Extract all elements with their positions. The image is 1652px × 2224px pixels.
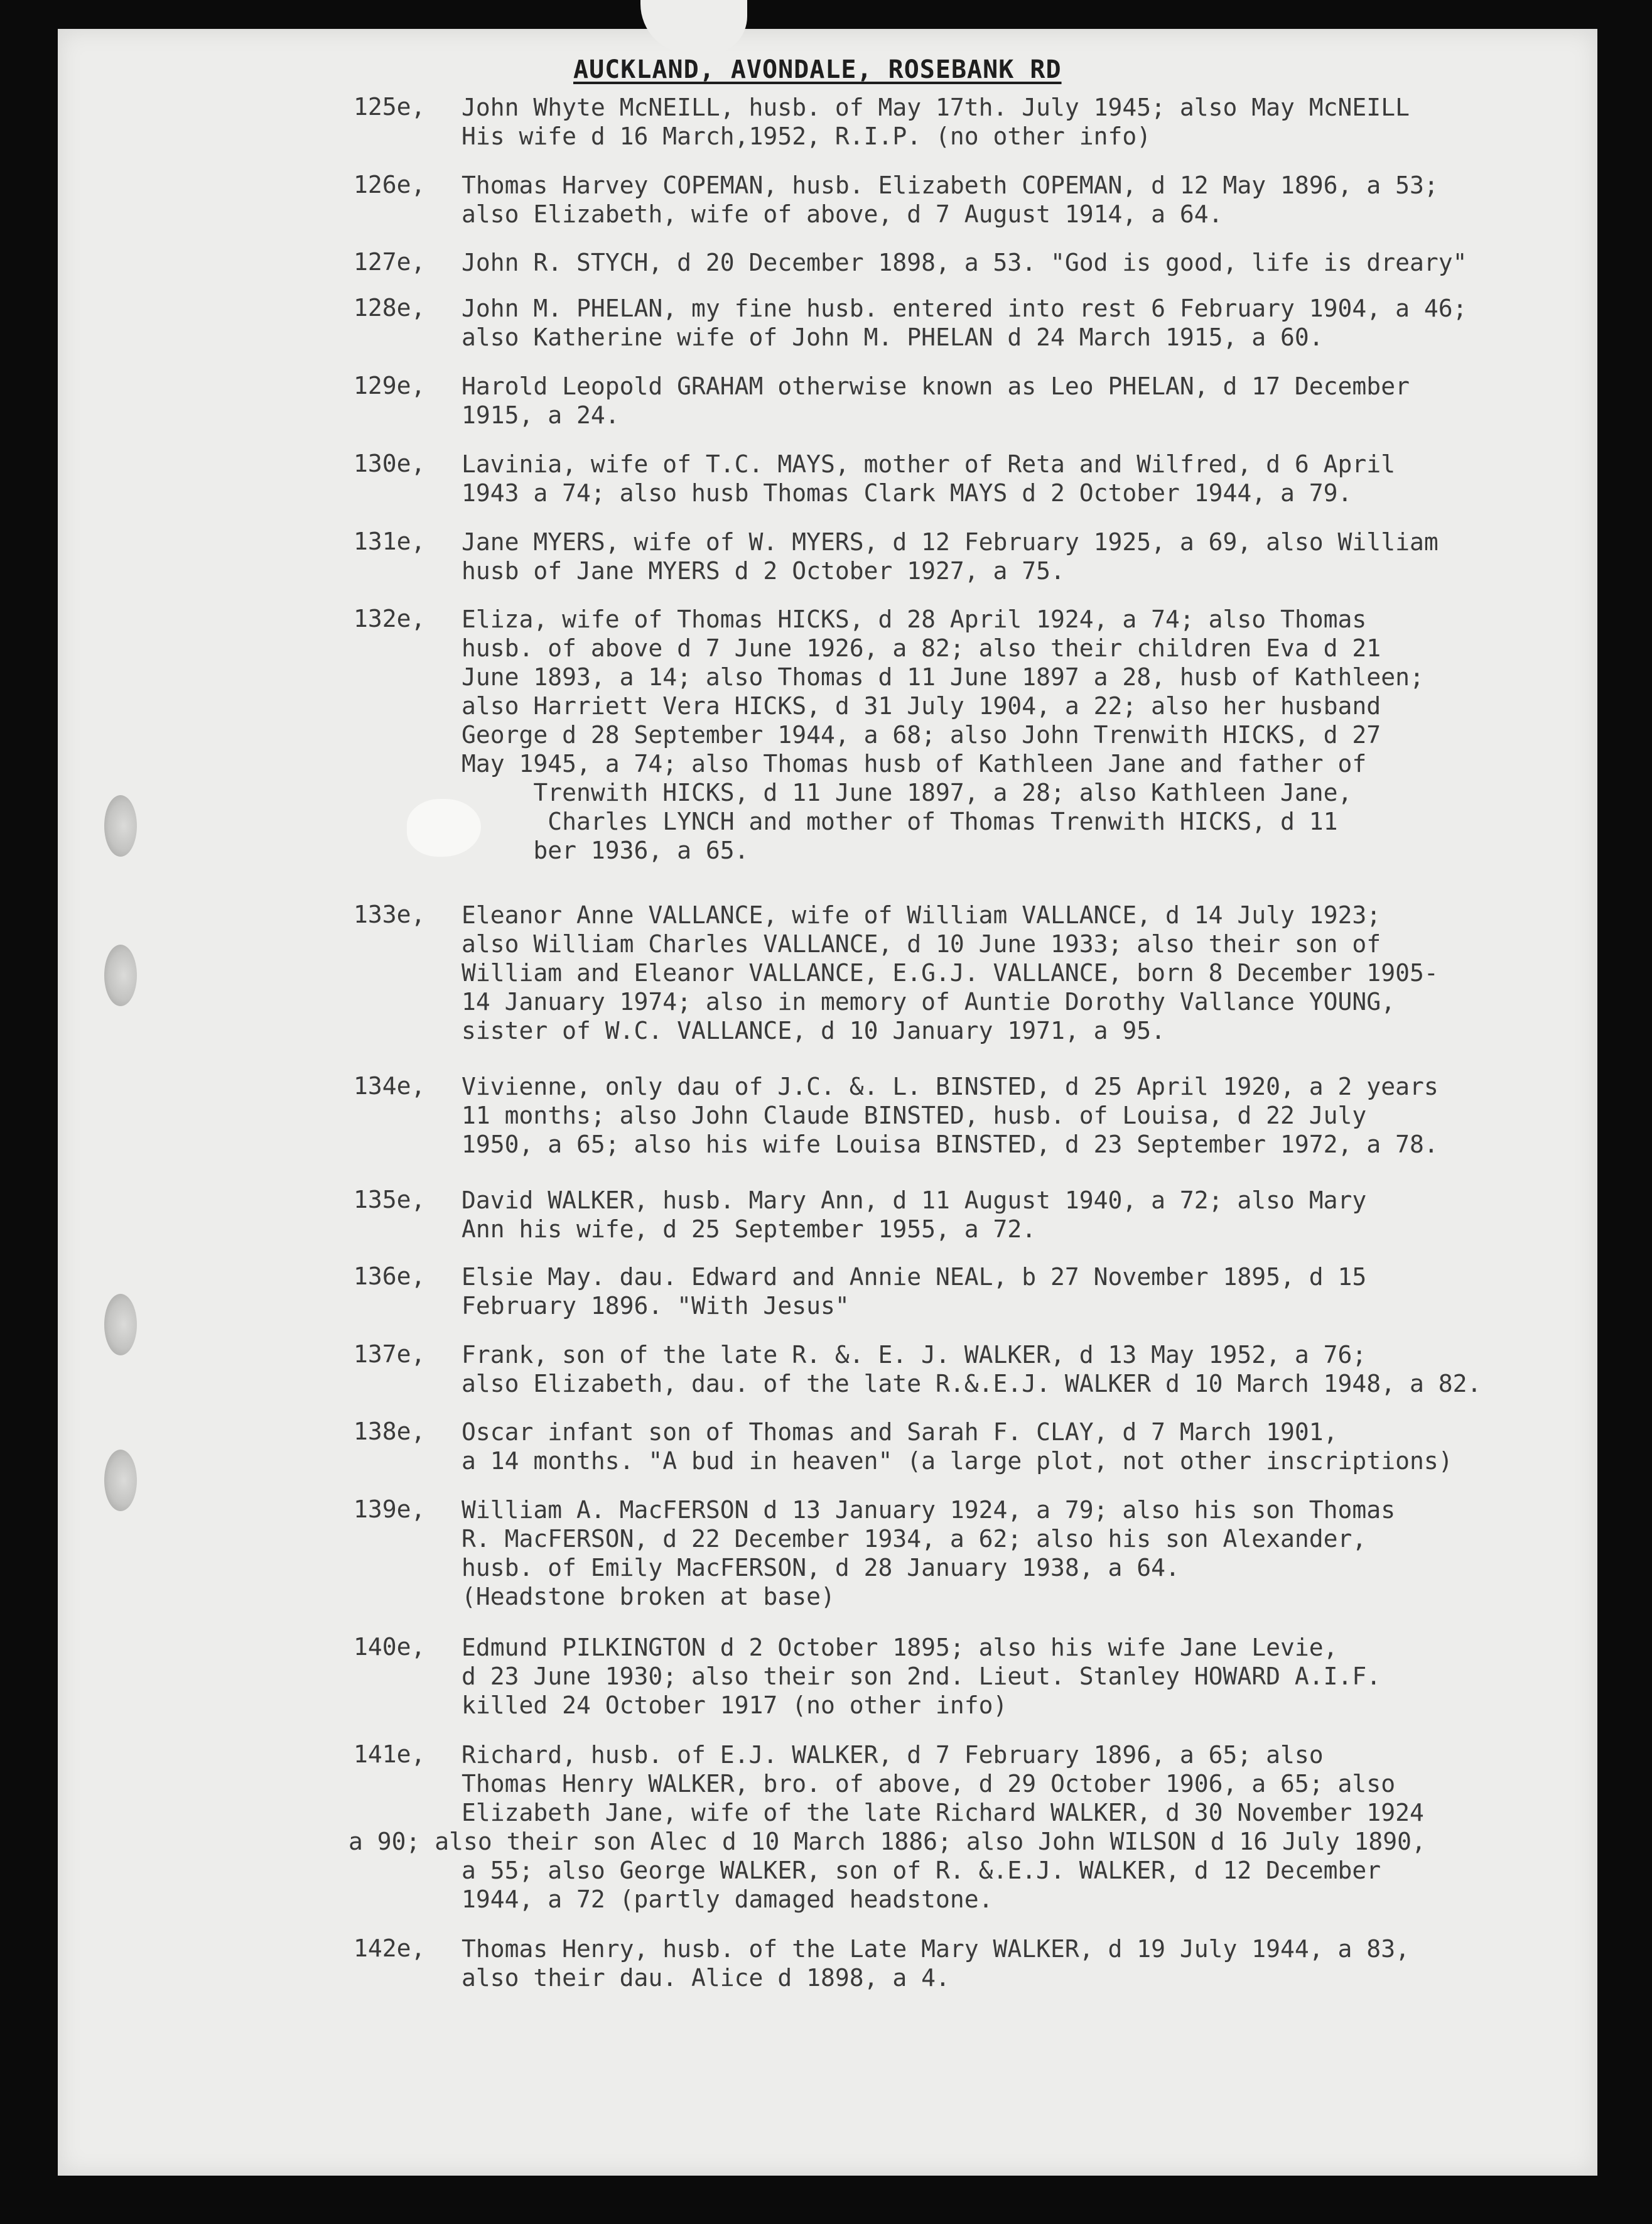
entry-text-line: Jane MYERS, wife of W. MYERS, d 12 February 1925, a 69, also William	[462, 528, 1439, 556]
entry-number: 137e,	[354, 1340, 426, 1368]
entry-text-line: also Elizabeth, dau. of the late R.&.E.J. WALKER d 10 March 1948, a 82.	[462, 1370, 1482, 1397]
entry-number: 128e,	[354, 294, 426, 322]
entry-text-line: Oscar infant son of Thomas and Sarah F. CLAY, d 7 March 1901,	[462, 1418, 1338, 1446]
entry-text-line: a 55; also George WALKER, son of R. &.E.J. WALKER, d 12 December	[462, 1857, 1381, 1884]
entry-number: 135e,	[354, 1186, 426, 1213]
entry-text-line: Edmund PILKINGTON d 2 October 1895; also his wife Jane Levie,	[462, 1634, 1338, 1661]
entry-text-line: 14 January 1974; also in memory of Auntie Dorothy Vallance YOUNG,	[462, 988, 1396, 1016]
entry-text-line: R. MacFERSON, d 22 December 1934, a 62; also his son Alexander,	[462, 1525, 1367, 1553]
entry-text-line: Harold Leopold GRAHAM otherwise known as Leo PHELAN, d 17 December	[462, 372, 1410, 400]
entry-text-line: Eliza, wife of Thomas HICKS, d 28 April 1924, a 74; also Thomas	[462, 605, 1367, 633]
entry-text-line: Richard, husb. of E.J. WALKER, d 7 February 1896, a 65; also	[462, 1741, 1324, 1769]
entry-number: 132e,	[354, 605, 426, 632]
entry-text-line: Ann his wife, d 25 September 1955, a 72.	[462, 1215, 1037, 1243]
page-title: AUCKLAND, AVONDALE, ROSEBANK RD	[573, 55, 1062, 84]
entry-text-line: John Whyte McNEILL, husb. of May 17th. July 1945; also May McNEILL	[462, 94, 1410, 121]
entry-number: 125e,	[354, 93, 426, 121]
entry-number: 142e,	[354, 1934, 426, 1962]
entry-text-line: also William Charles VALLANCE, d 10 June 1933; also their son of	[462, 930, 1381, 958]
entry-text-line: John R. STYCH, d 20 December 1898, a 53. "God is good, life is dreary"	[462, 249, 1467, 276]
entry-number: 126e,	[354, 171, 426, 198]
entry-text-line: May 1945, a 74; also Thomas husb of Kathleen Jane and father of	[462, 750, 1367, 778]
entry-text-line: February 1896. "With Jesus"	[462, 1292, 850, 1320]
entry-text-line: also Katherine wife of John M. PHELAN d 24 March 1915, a 60.	[462, 323, 1324, 351]
entry-number: 131e,	[354, 528, 426, 555]
entry-number: 134e,	[354, 1072, 426, 1100]
entry-text-line: husb. of Emily MacFERSON, d 28 January 1938, a 64.	[462, 1554, 1180, 1581]
entry-text-line: Vivienne, only dau of J.C. &. L. BINSTED, d 25 April 1920, a 2 years	[462, 1073, 1439, 1100]
entry-number: 139e,	[354, 1495, 426, 1523]
entry-text-line: Frank, son of the late R. &. E. J. WALKER, d 13 May 1952, a 76;	[462, 1341, 1367, 1369]
entry-text-line: Elsie May. dau. Edward and Annie NEAL, b 27 November 1895, d 15	[462, 1263, 1367, 1291]
entry-number: 136e,	[354, 1262, 426, 1290]
entry-text-line: David WALKER, husb. Mary Ann, d 11 August 1940, a 72; also Mary	[462, 1186, 1367, 1214]
entry-text-line: Elizabeth Jane, wife of the late Richard WALKER, d 30 November 1924	[462, 1799, 1424, 1826]
entry-text-line: sister of W.C. VALLANCE, d 10 January 1971, a 95.	[462, 1017, 1166, 1044]
entry-text-line: Charles LYNCH and mother of Thomas Trenwith HICKS, d 11	[462, 808, 1338, 835]
entry-text-line: 1950, a 65; also his wife Louisa BINSTED, d 23 September 1972, a 78.	[462, 1131, 1439, 1158]
entry-number: 129e,	[354, 372, 426, 399]
entry-text-line: Lavinia, wife of T.C. MAYS, mother of Reta and Wilfred, d 6 April	[462, 450, 1396, 478]
entry-text-line: John M. PHELAN, my fine husb. entered into rest 6 February 1904, a 46;	[462, 295, 1467, 322]
entry-text-line: also Elizabeth, wife of above, d 7 August 1914, a 64.	[462, 200, 1223, 228]
entry-number: 133e,	[354, 901, 426, 928]
entry-text-line: June 1893, a 14; also Thomas d 11 June 1897 a 28, husb of Kathleen;	[462, 663, 1424, 691]
entry-text-line: George d 28 September 1944, a 68; also John Trenwith HICKS, d 27	[462, 721, 1381, 749]
entry-text-line: Trenwith HICKS, d 11 June 1897, a 28; also Kathleen Jane,	[462, 779, 1352, 806]
entry-text-line: a 90; also their son Alec d 10 March 1886; also John WILSON d 16 July 1890,	[348, 1828, 1426, 1855]
entry-number: 127e,	[354, 248, 426, 276]
entry-text-line: (Headstone broken at base)	[462, 1583, 835, 1610]
entry-text-line: husb. of above d 7 June 1926, a 82; also their children Eva d 21	[462, 634, 1381, 662]
entry-text-line: 1915, a 24.	[462, 401, 620, 429]
entry-number: 141e,	[354, 1740, 426, 1768]
entry-text-line: killed 24 October 1917 (no other info)	[462, 1691, 1008, 1719]
entry-number: 140e,	[354, 1633, 426, 1661]
entry-text-line: William and Eleanor VALLANCE, E.G.J. VALLANCE, born 8 December 1905-	[462, 959, 1439, 987]
entry-text-line: husb of Jane MYERS d 2 October 1927, a 75.	[462, 557, 1065, 585]
entry-text-line: Thomas Henry WALKER, bro. of above, d 29 October 1906, a 65; also	[462, 1770, 1396, 1798]
entry-text-line: 1944, a 72 (partly damaged headstone.	[462, 1885, 993, 1913]
entry-text-line: 1943 a 74; also husb Thomas Clark MAYS d 2 October 1944, a 79.	[462, 479, 1352, 507]
entry-text-line: also their dau. Alice d 1898, a 4.	[462, 1964, 950, 1992]
entry-number: 130e,	[354, 450, 426, 477]
entry-text-line: Thomas Henry, husb. of the Late Mary WALKER, d 19 July 1944, a 83,	[462, 1935, 1410, 1963]
entry-text-line: d 23 June 1930; also their son 2nd. Lieut. Stanley HOWARD A.I.F.	[462, 1663, 1381, 1690]
entry-text-line: His wife d 16 March,1952, R.I.P. (no other info)	[462, 122, 1152, 150]
entry-text-line: Eleanor Anne VALLANCE, wife of William VALLANCE, d 14 July 1923;	[462, 901, 1381, 929]
entry-text-line: a 14 months. "A bud in heaven" (a large plot, not other inscriptions)	[462, 1447, 1453, 1475]
entry-text-line: Thomas Harvey COPEMAN, husb. Elizabeth COPEMAN, d 12 May 1896, a 53;	[462, 171, 1439, 199]
entry-text-line: 11 months; also John Claude BINSTED, husb. of Louisa, d 22 July	[462, 1102, 1367, 1129]
entry-text-line: William A. MacFERSON d 13 January 1924, a 79; also his son Thomas	[462, 1496, 1396, 1524]
entry-number: 138e,	[354, 1418, 426, 1445]
entry-text-line: also Harriett Vera HICKS, d 31 July 1904, a 22; also her husband	[462, 692, 1381, 720]
entry-text-line: ber 1936, a 65.	[462, 837, 749, 864]
